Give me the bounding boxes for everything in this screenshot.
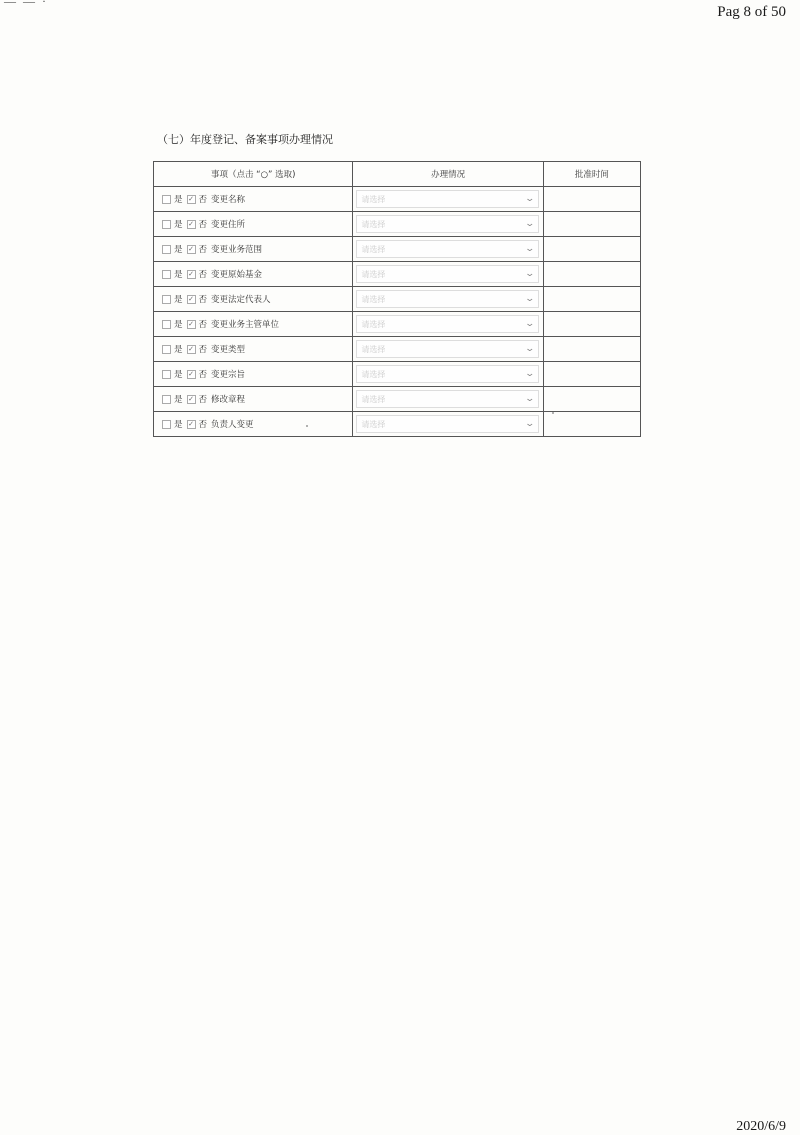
item-cell: [154, 262, 353, 287]
scan-speck: [306, 425, 308, 427]
yes-label: 是: [174, 370, 183, 381]
chevron-down-icon: ⌄: [524, 244, 536, 254]
status-cell: [353, 237, 543, 262]
chevron-down-icon: ⌄: [524, 419, 536, 429]
item-label: 变更住所: [211, 219, 246, 230]
chevron-down-icon: ⌄: [524, 394, 536, 404]
yes-checkbox[interactable]: [162, 195, 171, 204]
column-header-approval-time: 批准时间: [543, 162, 640, 187]
table-header-row: [154, 162, 641, 187]
approval-time-cell[interactable]: [543, 362, 640, 387]
chevron-down-icon: ⌄: [524, 319, 536, 329]
item-cell: [154, 312, 353, 337]
chevron-down-icon: ⌄: [524, 344, 536, 354]
item-cell: [154, 212, 353, 237]
filing-status-table: [153, 161, 641, 437]
yes-checkbox[interactable]: [162, 395, 171, 404]
item-cell: [154, 387, 353, 412]
status-cell: [353, 362, 543, 387]
no-label: 否: [198, 420, 208, 431]
status-select[interactable]: [356, 215, 538, 233]
status-select-placeholder: 请选择: [361, 369, 386, 379]
status-select[interactable]: [356, 365, 538, 383]
no-label: 否: [198, 395, 208, 406]
status-cell: [353, 337, 543, 362]
item-cell: [154, 412, 353, 437]
yes-label: 是: [174, 345, 183, 356]
yes-label: 是: [174, 395, 183, 406]
status-select-placeholder: 请选择: [361, 269, 386, 279]
approval-time-cell[interactable]: [543, 312, 640, 337]
column-header-item: 事项（点击 “○” 选取): [154, 162, 353, 187]
status-cell: [353, 312, 543, 337]
page-number: Pag 8 of 50: [717, 4, 786, 20]
status-select[interactable]: [356, 390, 538, 408]
approval-time-cell[interactable]: [543, 212, 640, 237]
status-select[interactable]: [356, 415, 538, 433]
no-checkbox-checked[interactable]: ✓: [188, 194, 194, 203]
yes-label: 是: [174, 270, 183, 281]
chevron-down-icon: ⌄: [524, 194, 536, 204]
no-label: 否: [198, 320, 208, 331]
table-row: [154, 262, 641, 287]
status-cell: [353, 187, 543, 212]
table-row: [154, 312, 641, 337]
yes-checkbox[interactable]: [162, 245, 171, 254]
table-row: [154, 387, 641, 412]
item-cell: [154, 362, 353, 387]
yes-checkbox[interactable]: [162, 220, 171, 229]
status-select[interactable]: [356, 340, 538, 358]
item-label: 变更宗旨: [211, 369, 246, 380]
yes-checkbox[interactable]: [162, 270, 171, 279]
status-select-placeholder: 请选择: [361, 319, 386, 329]
section-title: （七）年度登记、备案事项办理情况: [157, 133, 333, 146]
chevron-down-icon: ⌄: [524, 219, 536, 229]
status-cell: [353, 412, 543, 437]
status-select-placeholder: 请选择: [361, 219, 386, 229]
no-label: 否: [198, 195, 208, 206]
scan-speck: [552, 412, 554, 414]
no-checkbox-checked[interactable]: ✓: [188, 244, 194, 253]
yes-checkbox[interactable]: [162, 370, 171, 379]
item-label: 变更业务范围: [211, 244, 263, 255]
status-select-placeholder: 请选择: [361, 344, 386, 354]
yes-label: 是: [174, 420, 183, 431]
table-row: [154, 287, 641, 312]
status-select-placeholder: 请选择: [361, 244, 386, 254]
item-label: 变更法定代表人: [211, 294, 271, 305]
status-select[interactable]: [356, 290, 538, 308]
item-label: 修改章程: [211, 394, 246, 405]
status-cell: [353, 212, 543, 237]
item-cell: [154, 237, 353, 262]
item-label: 变更业务主管单位: [211, 319, 280, 330]
status-cell: [353, 387, 543, 412]
no-label: 否: [198, 295, 208, 306]
corner-mark: — — ·: [4, 0, 48, 8]
chevron-down-icon: ⌄: [524, 294, 536, 304]
item-label: 变更名称: [211, 194, 246, 205]
yes-checkbox[interactable]: [162, 420, 171, 429]
status-select-placeholder: 请选择: [361, 294, 386, 304]
status-select[interactable]: [356, 265, 538, 283]
table-row: [154, 337, 641, 362]
status-cell: [353, 262, 543, 287]
no-label: 否: [198, 370, 208, 381]
approval-time-cell[interactable]: [543, 412, 640, 437]
chevron-down-icon: ⌄: [524, 369, 536, 379]
table-row: [154, 212, 641, 237]
no-label: 否: [198, 345, 208, 356]
item-cell: [154, 287, 353, 312]
status-select[interactable]: [356, 190, 538, 208]
status-select-placeholder: 请选择: [361, 394, 386, 404]
item-cell: [154, 187, 353, 212]
no-checkbox-checked[interactable]: ✓: [188, 369, 194, 378]
item-label: 负责人变更: [211, 419, 254, 430]
status-cell: [353, 287, 543, 312]
yes-label: 是: [174, 295, 183, 306]
status-select[interactable]: [356, 315, 538, 333]
no-checkbox-checked[interactable]: ✓: [188, 319, 194, 328]
yes-checkbox[interactable]: [162, 345, 171, 354]
approval-time-cell[interactable]: [543, 337, 640, 362]
no-checkbox-checked[interactable]: ✓: [188, 294, 194, 303]
status-select-placeholder: 请选择: [361, 419, 386, 429]
table-row: [154, 412, 641, 437]
table-row: [154, 187, 641, 212]
yes-checkbox[interactable]: [162, 320, 171, 329]
approval-time-cell[interactable]: [543, 237, 640, 262]
item-label: 变更原始基金: [211, 269, 263, 280]
item-label: 变更类型: [211, 344, 246, 355]
chevron-down-icon: ⌄: [524, 269, 536, 279]
status-select-placeholder: 请选择: [361, 194, 386, 204]
status-select[interactable]: [356, 240, 538, 258]
approval-time-cell[interactable]: [543, 387, 640, 412]
yes-label: 是: [174, 220, 183, 231]
approval-time-cell[interactable]: [543, 287, 640, 312]
approval-time-cell[interactable]: [543, 187, 640, 212]
no-checkbox-checked[interactable]: ✓: [188, 269, 194, 278]
table-row: [154, 362, 641, 387]
column-header-status: 办理情况: [353, 162, 543, 187]
no-label: 否: [198, 220, 208, 231]
table-row: [154, 237, 641, 262]
no-label: 否: [198, 270, 208, 281]
print-date: 2020/6/9: [736, 1119, 786, 1134]
approval-time-cell[interactable]: [543, 262, 640, 287]
yes-label: 是: [174, 195, 183, 206]
item-cell: [154, 337, 353, 362]
no-checkbox-checked[interactable]: ✓: [188, 394, 194, 403]
yes-label: 是: [174, 320, 183, 331]
yes-label: 是: [174, 245, 183, 256]
no-checkbox-checked[interactable]: ✓: [188, 419, 194, 428]
no-checkbox-checked[interactable]: ✓: [188, 219, 194, 228]
yes-checkbox[interactable]: [162, 295, 171, 304]
no-label: 否: [198, 245, 208, 256]
no-checkbox-checked[interactable]: ✓: [188, 344, 194, 353]
